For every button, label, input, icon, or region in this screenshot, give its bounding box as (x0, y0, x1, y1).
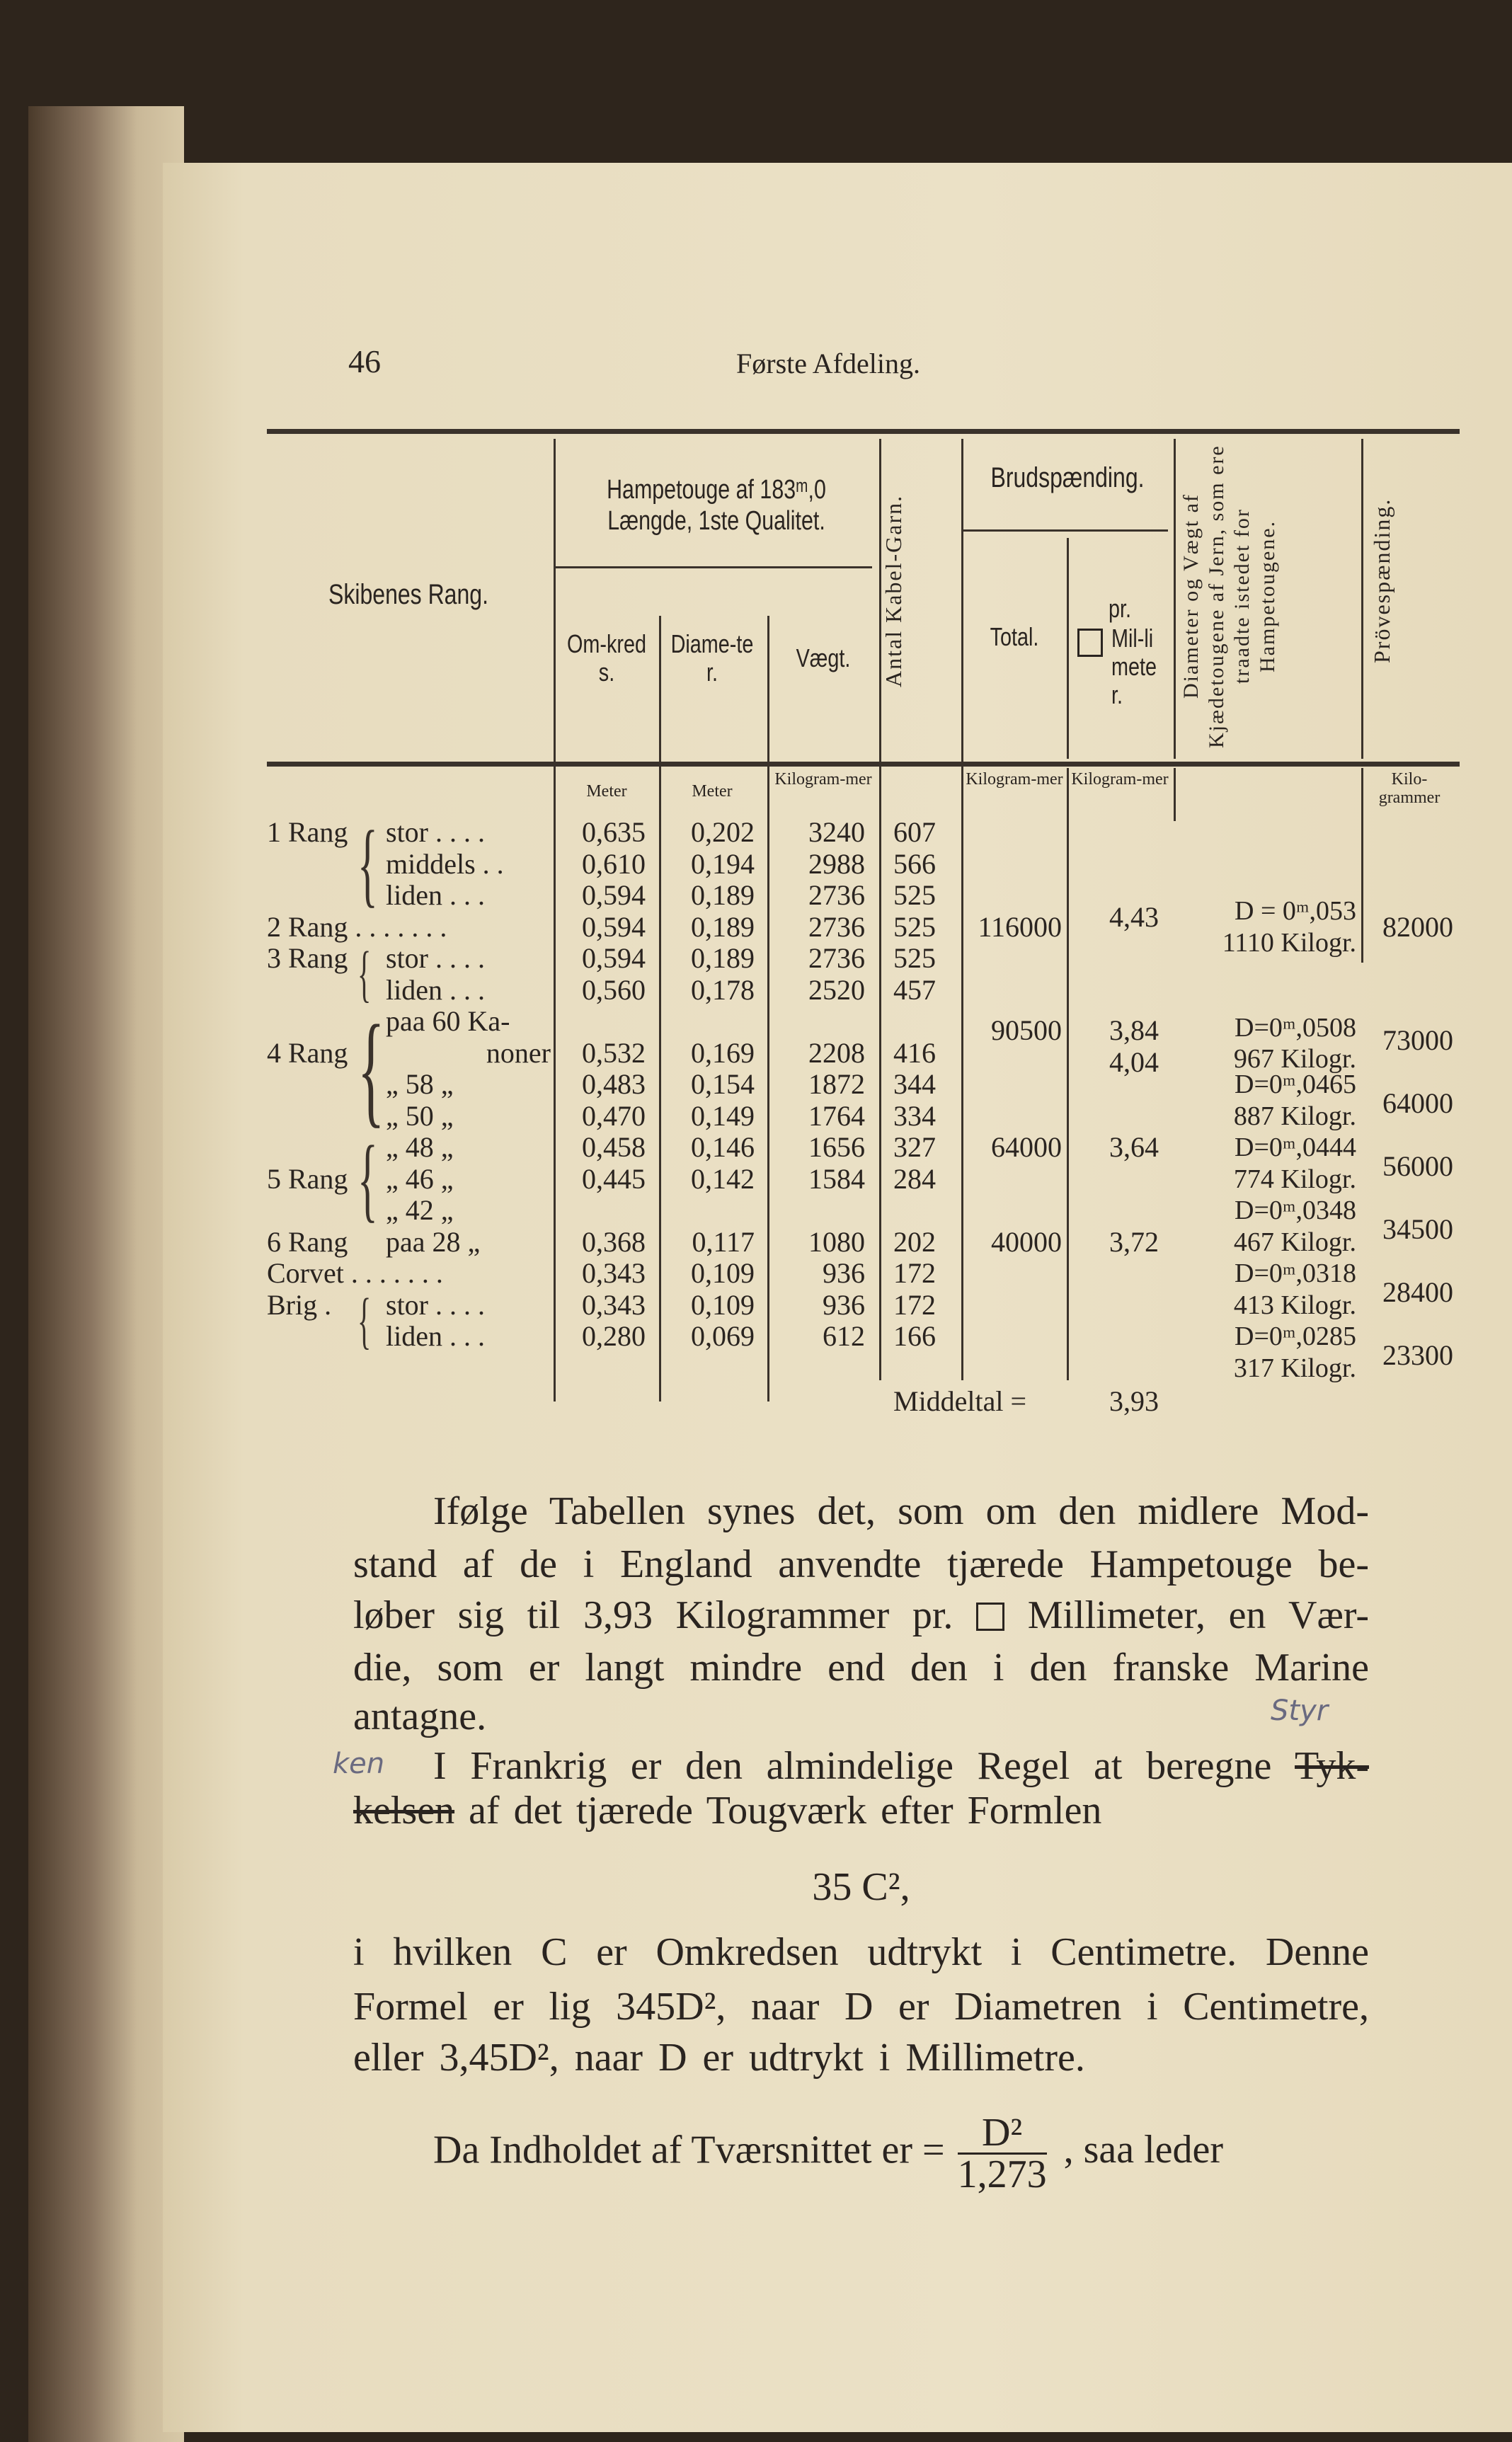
header-rope-group: Hampetouge af 183ᵐ,0 Længde, 1ste Qualitet. (607, 475, 826, 536)
cell-omkreds: 0,610 (582, 847, 646, 880)
row-subrank: „ 50 „ (386, 1099, 454, 1132)
column-divider (1174, 439, 1176, 759)
cell-kabelgarn: 607 (893, 816, 936, 848)
iron-diameter: D=0ᵐ,0285 (1235, 1322, 1356, 1351)
cell-vaegt: 936 (823, 1288, 865, 1321)
page-number: 46 (348, 343, 381, 379)
cell-vaegt: 612 (823, 1320, 865, 1352)
cell-omkreds: 0,280 (582, 1320, 646, 1352)
unit-total: Kilogram-mer (966, 770, 1063, 789)
cell-omkreds: 0,445 (582, 1162, 646, 1195)
unit-pr-mm: Kilogram-mer (1071, 770, 1169, 789)
text-segment: Millimeter, en Vær- (1027, 1593, 1370, 1637)
text-segment: , saa leder (1063, 2128, 1224, 2172)
column-divider (1361, 439, 1363, 759)
cell-vaegt: 1872 (808, 1068, 865, 1100)
cell-diameter: 0,146 (691, 1131, 755, 1163)
cell-total: 90500 (991, 1014, 1062, 1047)
row-subrank: „ 42 „ (386, 1194, 454, 1226)
cell-diameter: 0,189 (691, 910, 755, 943)
cell-diameter: 0,149 (691, 1099, 755, 1132)
text-line: antagne. (353, 1695, 487, 1738)
row-rank: 1 Rang (267, 816, 348, 848)
text-line: i hvilken C er Omkredsen udtrykt i Centimetre. Denne (353, 1930, 1369, 1974)
cell-total: 64000 (991, 1131, 1062, 1163)
cell-proof: 34500 (1382, 1213, 1453, 1245)
cell-proof: 56000 (1382, 1150, 1453, 1182)
cell-kabelgarn: 344 (893, 1068, 936, 1100)
iron-weight: 774 Kilogr. (1233, 1164, 1356, 1194)
cell-kabelgarn: 172 (893, 1288, 936, 1321)
fraction (958, 2113, 1047, 2194)
row-rank: 2 Rang . . . . . . . (267, 910, 447, 943)
cell-vaegt: 1080 (808, 1225, 865, 1258)
cell-pr-mm: 4,04 (1109, 1045, 1159, 1078)
row-subrank: liden . . . (386, 973, 485, 1006)
brace-icon: { (357, 1285, 372, 1355)
row-subrank: middels . . (386, 847, 504, 880)
row-subrank: „ 58 „ (386, 1068, 454, 1100)
row-subrank: „ 46 „ (386, 1162, 454, 1195)
header-omkreds: Om-kreds. (566, 629, 646, 687)
row-rank: 4 Rang (267, 1036, 348, 1069)
cell-omkreds: 0,470 (582, 1099, 646, 1132)
iron-diameter: D=0ᵐ,0508 (1235, 1012, 1356, 1043)
cell-diameter: 0,109 (691, 1288, 755, 1321)
row-subrank: stor . . . . (386, 1288, 485, 1321)
unit-diameter: Meter (692, 782, 733, 801)
unit-vaegt: Kilogram-mer (774, 770, 872, 789)
rope-group-rule (556, 566, 872, 568)
header-bottom-rule (267, 762, 1460, 767)
cell-vaegt: 1656 (808, 1131, 865, 1163)
row-rank: 6 Rang (267, 1225, 348, 1258)
cell-omkreds: 0,594 (582, 942, 646, 974)
text-line (353, 1594, 1369, 1636)
brace-icon: { (357, 939, 372, 1009)
header-diameter: Diame-ter. (670, 629, 754, 687)
header-vaegt: Vægt. (796, 643, 851, 672)
cell-vaegt: 2988 (808, 847, 865, 880)
cell-proof: 73000 (1382, 1024, 1453, 1056)
cell-omkreds: 0,343 (582, 1288, 646, 1321)
square-symbol-icon (1077, 629, 1103, 657)
cell-diameter: 0,178 (691, 973, 755, 1006)
cell-diameter: 0,117 (692, 1225, 755, 1258)
brace-icon: { (357, 811, 378, 916)
cell-omkreds: 0,458 (582, 1131, 646, 1163)
text-segment: løber sig til 3,93 Kilogrammer pr. (353, 1593, 953, 1637)
cell-omkreds: 0,635 (582, 816, 646, 848)
header-kabelgarn: Antal Kabel-Garn. (881, 494, 906, 688)
running-head: Første Afdeling. (736, 348, 920, 379)
text-line: eller 3,45D², naar D er udtrykt i Millimetre. (353, 2036, 1085, 2080)
header-brud: Brudspænding. (990, 462, 1145, 493)
iron-weight: 887 Kilogr. (1233, 1101, 1356, 1131)
cell-vaegt: 2736 (808, 942, 865, 974)
cell-kabelgarn: 457 (893, 973, 936, 1006)
table-top-rule (267, 429, 1460, 434)
header-rank: Skibenes Rang. (328, 579, 488, 610)
unit-proof: Kilo-grammer (1378, 770, 1441, 807)
cell-proof: 82000 (1382, 910, 1453, 943)
row-subrank: „ 48 „ (386, 1131, 454, 1163)
struck-text: kelsen (353, 1789, 455, 1833)
cell-proof: 23300 (1382, 1338, 1453, 1371)
handwritten-note: Styr (1271, 1695, 1329, 1727)
header-iron: Diameter og Vægt af Kjædetougene af Jern, som ere traadte istedet for Hampetougene. (1179, 445, 1279, 748)
unit-omkreds: Meter (586, 782, 627, 801)
cell-omkreds: 0,483 (582, 1068, 646, 1100)
iron-diameter: D=0ᵐ,0465 (1235, 1070, 1356, 1099)
cell-omkreds: 0,343 (582, 1257, 646, 1289)
text-line: Formel er lig 345D², naar D er Diametren i Centimetre, (353, 1985, 1369, 2029)
iron-diameter: D=0ᵐ,0318 (1235, 1259, 1356, 1288)
cell-kabelgarn: 525 (893, 910, 936, 943)
cell-vaegt: 2736 (808, 879, 865, 911)
book-page-edges (28, 106, 184, 2442)
cell-vaegt: 3240 (808, 816, 865, 848)
cell-proof: 28400 (1382, 1276, 1453, 1308)
cell-proof: 64000 (1382, 1087, 1453, 1119)
brace-icon: { (357, 999, 385, 1139)
brud-group-rule (963, 529, 1168, 532)
row-subrank: stor . . . . (386, 942, 485, 974)
cell-diameter: 0,069 (691, 1320, 755, 1352)
text-segment: I Frankrig er den almindelige Regel at beregne (433, 1744, 1272, 1788)
cell-diameter: 0,142 (691, 1162, 755, 1195)
cell-kabelgarn: 525 (893, 879, 936, 911)
iron-diameter: D=0ᵐ,0444 (1235, 1133, 1356, 1162)
cell-pr-mm: 3,72 (1109, 1225, 1159, 1258)
row-subrank: stor . . . . (386, 816, 485, 848)
handwritten-note: ken (333, 1748, 385, 1780)
text-line: stand af de i England anvendte tjærede Hampetouge be- (353, 1542, 1369, 1586)
iron-diameter: D=0ᵐ,0348 (1235, 1196, 1356, 1225)
cell-omkreds: 0,594 (582, 910, 646, 943)
cell-total: 116000 (978, 910, 1062, 943)
formula: 35 C², (812, 1865, 910, 1909)
cell-diameter: 0,194 (691, 847, 755, 880)
cell-diameter: 0,189 (691, 879, 755, 911)
fraction-numerator: D² (958, 2113, 1047, 2155)
column-divider (1067, 538, 1069, 759)
row-subrank: liden . . . (386, 879, 485, 911)
cell-omkreds: 0,594 (582, 879, 646, 911)
text-segment: af det tjærede Tougværk efter Formlen (469, 1789, 1102, 1833)
cell-diameter: 0,109 (691, 1257, 755, 1289)
text-line (353, 1789, 1369, 1832)
text-line: die, som er langt mindre end den i den franske Marine (353, 1646, 1369, 1690)
row-subrank: noner (486, 1036, 551, 1069)
mean-value: 3,93 (1109, 1385, 1159, 1417)
cell-vaegt: 1584 (808, 1162, 865, 1195)
cell-kabelgarn: 172 (893, 1257, 936, 1289)
column-divider (1174, 768, 1176, 821)
cell-diameter: 0,202 (691, 816, 755, 848)
cell-pr-mm: 3,84 (1109, 1014, 1159, 1047)
cell-diameter: 0,169 (691, 1036, 755, 1069)
mean-label: Middeltal = (893, 1385, 1027, 1417)
row-rank: 5 Rang (267, 1162, 348, 1195)
cell-pr-mm: 3,64 (1109, 1131, 1159, 1163)
row-subrank: paa 60 Ka- (386, 1005, 510, 1037)
cell-vaegt: 2736 (808, 910, 865, 943)
cell-vaegt: 2520 (808, 973, 865, 1006)
cell-kabelgarn: 284 (893, 1162, 936, 1195)
cell-omkreds: 0,560 (582, 973, 646, 1006)
header-total: Total. (990, 622, 1039, 651)
cell-pr-mm: 4,43 (1109, 901, 1159, 934)
cell-kabelgarn: 166 (893, 1320, 936, 1352)
struck-text: Tyk- (1295, 1744, 1369, 1788)
row-subrank: paa 28 „ (386, 1225, 481, 1258)
cell-vaegt: 1764 (808, 1099, 865, 1132)
row-rank: Brig . (267, 1288, 332, 1321)
iron-weight: 467 Kilogr. (1233, 1227, 1356, 1257)
header-pr-label: pr. (1108, 594, 1132, 623)
iron-weight: 413 Kilogr. (1233, 1290, 1356, 1320)
cell-kabelgarn: 566 (893, 847, 936, 880)
text-line: Ifølge Tabellen synes det, som om den midlere Mod- (433, 1489, 1369, 1533)
iron-diameter: D = 0ᵐ,053 (1235, 896, 1356, 927)
brace-icon: { (357, 1126, 378, 1231)
row-rank: 3 Rang (267, 942, 348, 974)
cell-kabelgarn: 327 (893, 1131, 936, 1163)
text-line (433, 2113, 1223, 2194)
fraction-denominator: 1,273 (957, 2152, 1047, 2196)
iron-weight: 967 Kilogr. (1233, 1044, 1356, 1074)
row-rank: Corvet . . . . . . . (267, 1257, 443, 1289)
cell-kabelgarn: 416 (893, 1036, 936, 1069)
cell-kabelgarn: 202 (893, 1225, 936, 1258)
row-subrank: liden . . . (386, 1320, 485, 1352)
cell-kabelgarn: 525 (893, 942, 936, 974)
cell-omkreds: 0,532 (582, 1036, 646, 1069)
cell-vaegt: 2208 (808, 1036, 865, 1069)
square-symbol-icon (976, 1603, 1004, 1631)
cell-omkreds: 0,368 (582, 1225, 646, 1258)
text-segment: Da Indholdet af Tværsnittet er = (433, 2128, 945, 2172)
iron-weight: 1110 Kilogr. (1222, 927, 1356, 958)
cell-diameter: 0,189 (691, 942, 755, 974)
text-line (433, 1745, 1369, 1787)
cell-vaegt: 936 (823, 1257, 865, 1289)
cell-kabelgarn: 334 (893, 1099, 936, 1132)
header-proof: Prövespænding. (1369, 498, 1394, 663)
cell-diameter: 0,154 (691, 1068, 755, 1100)
iron-weight: 317 Kilogr. (1233, 1353, 1356, 1383)
cell-total: 40000 (991, 1225, 1062, 1258)
header-pr-mm: Mil-limeter. (1111, 624, 1157, 709)
